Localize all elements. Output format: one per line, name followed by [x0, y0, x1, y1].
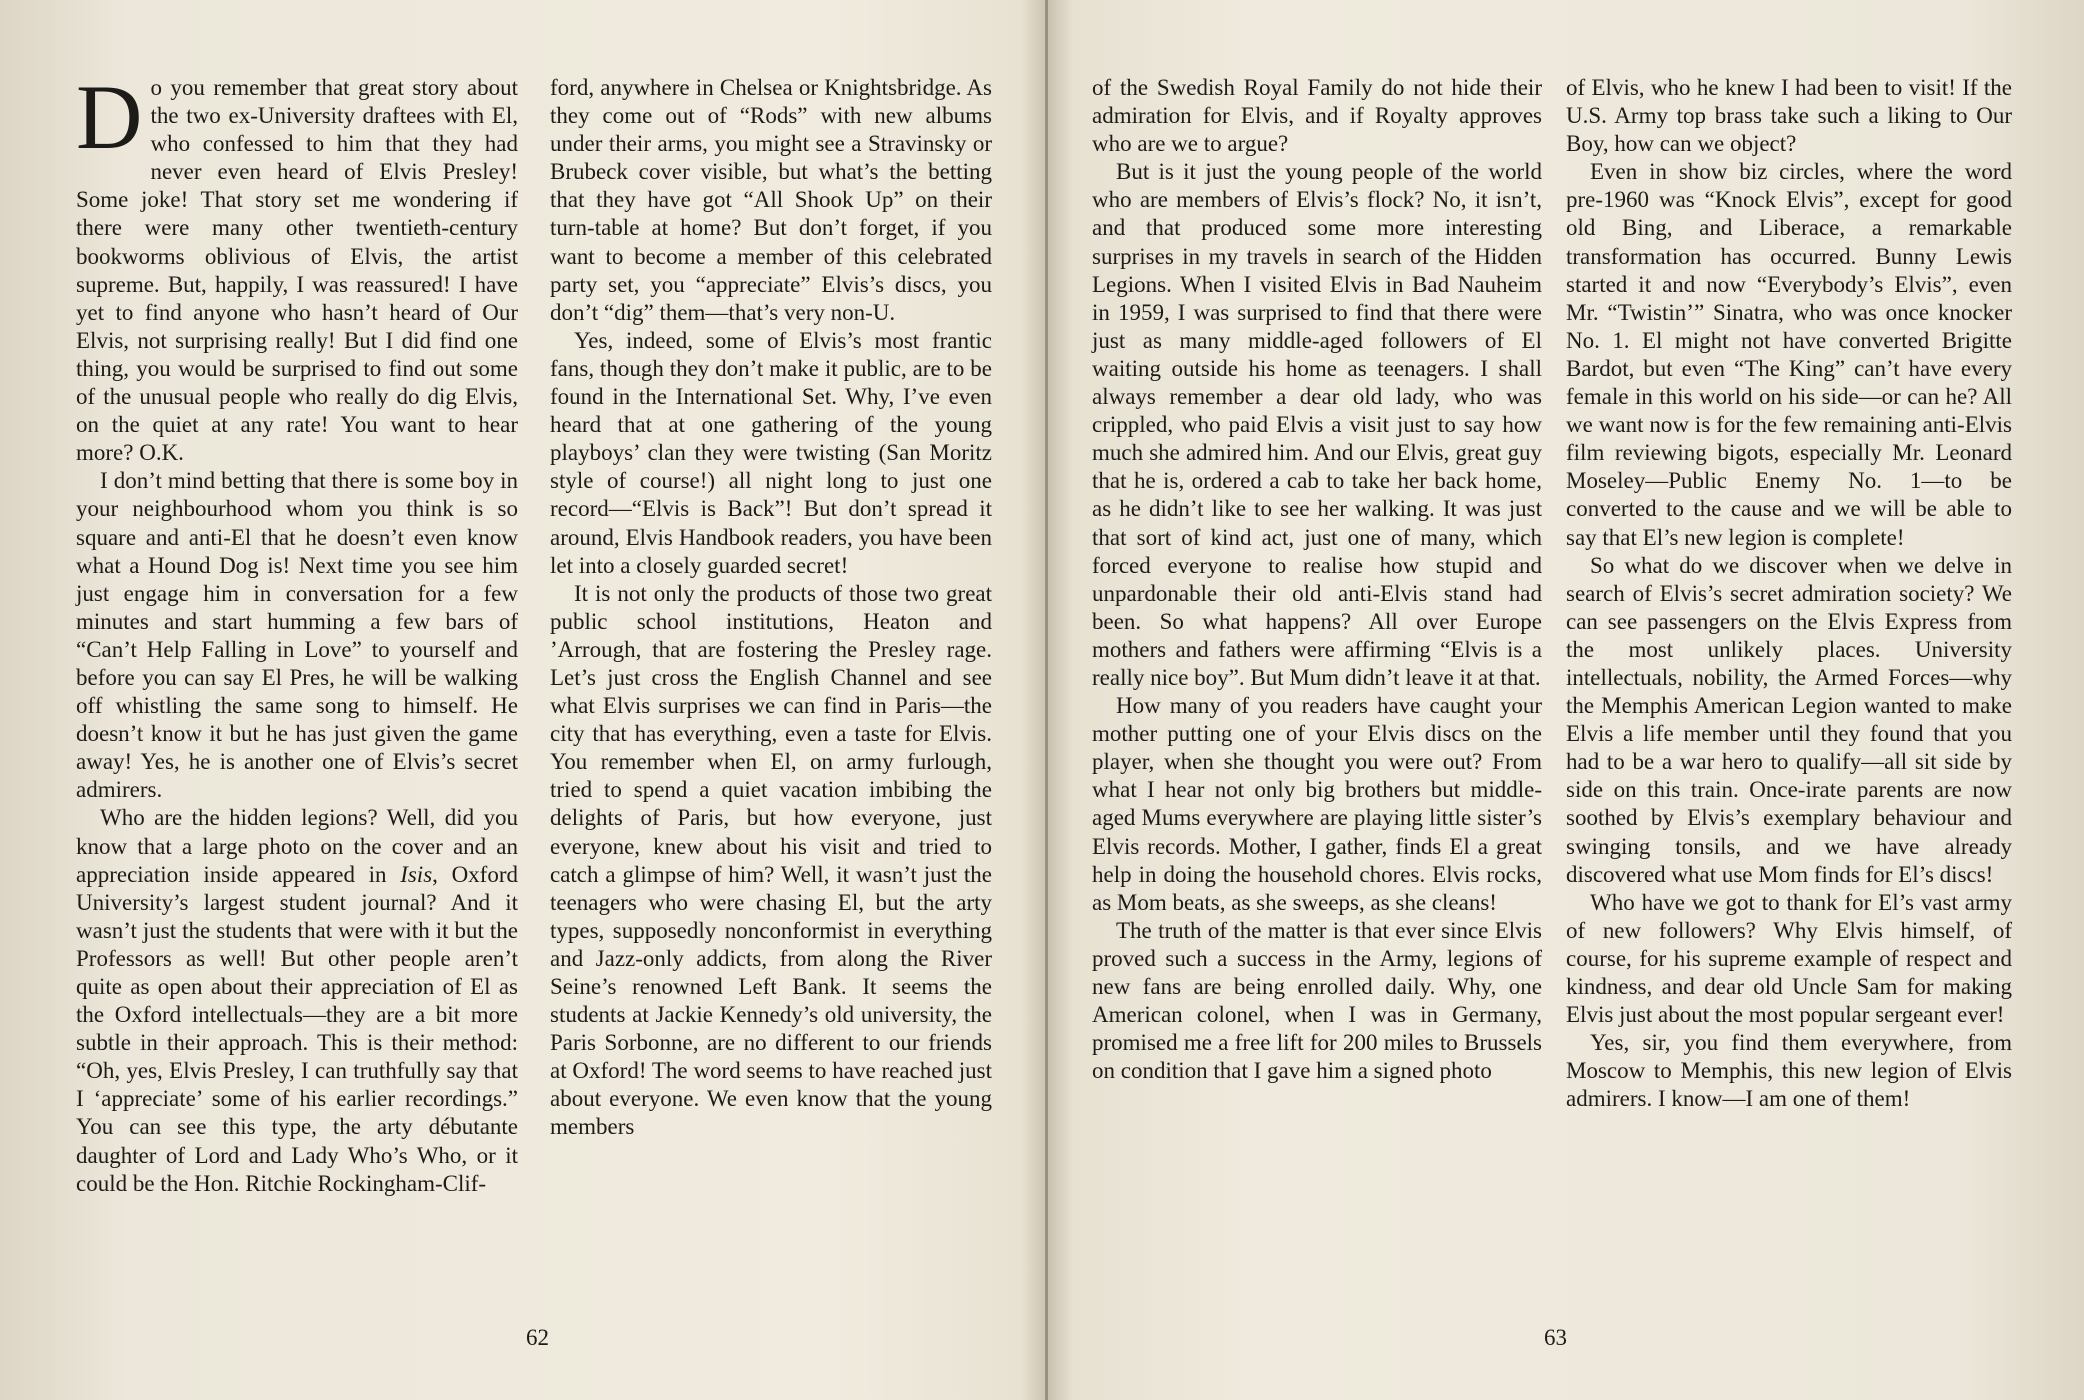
drop-cap: D — [76, 66, 143, 168]
paragraph: Yes, indeed, some of Elvis’s most frantic fans, though they don’t make it public, are to be found in the International Set. Why, I’ve even heard that at one gathering of the young playboys’ clan they were twisting (San Moritz style of course!) all night long to just one record—“Elvis is Back”! But don’t spread it around, Elvis Handbook readers, you have been let into a closely guarded secret! — [550, 327, 992, 578]
right-page — [1048, 0, 2084, 1400]
paragraph-text: o you remember that great story about the two ex-University draftees with El, who confessed to him that they had never even heard of Elvis Presley! Some joke! That story set me wondering if there were many other twentieth-century bookworms oblivious of Elvis, the artist supreme. But, happily, I was reassured! I have yet to find anyone who hasn’t heard of Our Elvis, not surprising really! But I did find one thing, you would be surprised to find out some of the unusual people who really do dig Elvis, on the quiet at any rate! You want to hear more? O.K. — [76, 75, 518, 466]
paragraph: How many of you readers have caught your mother putting one of your Elvis discs on the player, when she thought you were out? From what I hear not only big brothers but middle-aged Mums everywhere are playing little sister’s Elvis records. Mother, I gather, finds El a great help in doing the household chores. Elvis rocks, as Mom beats, as she sweeps, as she cleans! — [1092, 693, 1542, 915]
paragraph: So what do we discover when we delve in search of Elvis’s secret admiration society? We can see passengers on the Elvis Express from the most unlikely places. University intellectuals, nobility, the Armed Forces—why the Memphis American Legion wanted to make Elvis a life member until they found that you had to be a war hero to qualify—all sit side by side on this train. Once-irate parents are now soothed by Elvis’s exemplary behaviour and swinging tonsils, and we have already discovered what use Mom finds for El’s discs! — [1566, 552, 2012, 887]
right-page-column-1 — [1092, 74, 1542, 1085]
paragraph: Who have we got to thank for El’s vast army of new followers? Why Elvis himself, of course, for his supreme example of respect and kindness, and dear old Uncle Sam for making Elvis just about the most popular sergeant ever! — [1566, 889, 2012, 1028]
paragraph-text: , Oxford University’s largest student journal? And it wasn’t just the students that were with it but the Professors as well! But other people aren’t quite as open about their appreciation of El as the Oxford intellectuals—they are a bit more subtle in their approach. This is their method: “Oh, yes, Elvis Presley, I can truthfully say that I ‘appreciate’ some of his earlier recordings.” You can see this type, the arty débutante daughter of Lord and Lady Who’s Who, or it could be the Hon. Ritchie Rockingham-Clif- — [76, 861, 518, 1196]
paragraph: of the Swedish Royal Family do not hide their admiration for Elvis, and if Royalty approves who are we to argue? — [1092, 75, 1542, 157]
left-page-column-1 — [76, 66, 518, 1198]
paragraph: But is it just the young people of the world who are members of Elvis’s flock? No, it isn’t, and that produced some more interesting surprises in my travels in search of the Hidden Legions. When I visited Elvis in Bad Nauheim in 1959, I was surprised to find that there were just as many middle-aged followers of El waiting outside his home as teenagers. I shall always remember a dear old lady, who was crippled, who paid Elvis a visit just to say how much she admired him. And our Elvis, great guy that he is, ordered a cab to take her back home, as he didn’t like to see her walking. It was just that sort of kind act, just one of many, which forced everyone to realise how stupid and unpardonable their old anti-Elvis stand had been. So what happens? All over Europe mothers and fathers were affirming “Elvis is a really nice boy”. But Mum didn’t leave it at that. — [1092, 159, 1542, 690]
page-number: 62 — [526, 1325, 549, 1350]
journal-title: Isis — [400, 861, 433, 887]
right-page-column-2 — [1566, 74, 2012, 1113]
paragraph: It is not only the products of those two great public school institutions, Heaton and ’Arrough, that are fostering the Presley rage. Let’s just cross the English Channel and see what Elvis surprises we can find in Paris—the city that has everything, even a taste for Elvis. You remember when El, on army furlough, tried to spend a quiet vacation imbibing the delights of Paris, but how everyone, just everyone, knew about his visit and tried to catch a glimpse of him? Well, it wasn’t just the teenagers who were chasing El, but the arty types, supposedly nonconformist in everything and Jazz-only addicts, from along the River Seine’s renowned Left Bank. It seems the students at Jackie Kennedy’s old university, the Paris Sorbonne, are no different to our friends at Oxford! The word seems to have reached just about everyone. We even know that the young members — [550, 580, 992, 1140]
page-number: 63 — [1544, 1325, 1567, 1350]
paragraph: of Elvis, who he knew I had been to visit! If the U.S. Army top brass take such a liking to Our Boy, how can we object? — [1566, 75, 2012, 157]
paragraph: ford, anywhere in Chelsea or Knightsbridge. As they come out of “Rods” with new albums under their arms, you might see a Stravinsky or Brubeck cover visible, but what’s the betting that they have got “All Shook Up” on their turn-table at home? But don’t forget, if you want to become a member of this celebrated party set, you “appreciate” Elvis’s discs, you don’t “dig” them—that’s very non-U. — [550, 75, 992, 325]
paragraph — [76, 804, 518, 1197]
paragraph: I don’t mind betting that there is some boy in your neighbourhood whom you think is so square and anti-El that he doesn’t even know what a Hound Dog is! Next time you see him just engage him in conversation for a few minutes and start humming a few bars of “Can’t Help Falling in Love” to yourself and before you can say El Pres, he will be walking off whistling the same song to himself. He doesn’t know it but he has just given the game away! Yes, he is another one of Elvis’s secret admirers. — [76, 468, 518, 803]
paragraph-text: Who are the hidden legions? Well, did you know that a large photo on the cover and an appreciation inside appeared in — [76, 805, 518, 887]
paragraph: Yes, sir, you find them everywhere, from Moscow to Memphis, this new legion of Elvis admirers. I know—I am one of them! — [1566, 1030, 2012, 1112]
paragraph — [76, 66, 518, 467]
paragraph: Even in show biz circles, where the word pre-1960 was “Knock Elvis”, except for good old Bing, and Liberace, a remarkable transformation has occurred. Bunny Lewis started it and now “Everybody’s Elvis”, even Mr. “Twistin’” Sinatra, who was once knocker No. 1. El might not have converted Brigitte Bardot, but even “The King” can’t have every female in this world on his side—or can he? All we want now is for the few remaining anti-Elvis film reviewing bigots, especially Mr. Leonard Moseley—Public Enemy No. 1—to be converted to the cause and we will be able to say that El’s new legion is complete! — [1566, 159, 2012, 550]
left-page-column-2 — [550, 74, 992, 1142]
paragraph: The truth of the matter is that ever since Elvis proved such a success in the Army, legions of new fans are being enrolled daily. Why, one American colonel, when I was in Germany, promised me a free lift for 200 miles to Brussels on condition that I gave him a signed photo — [1092, 917, 1542, 1084]
